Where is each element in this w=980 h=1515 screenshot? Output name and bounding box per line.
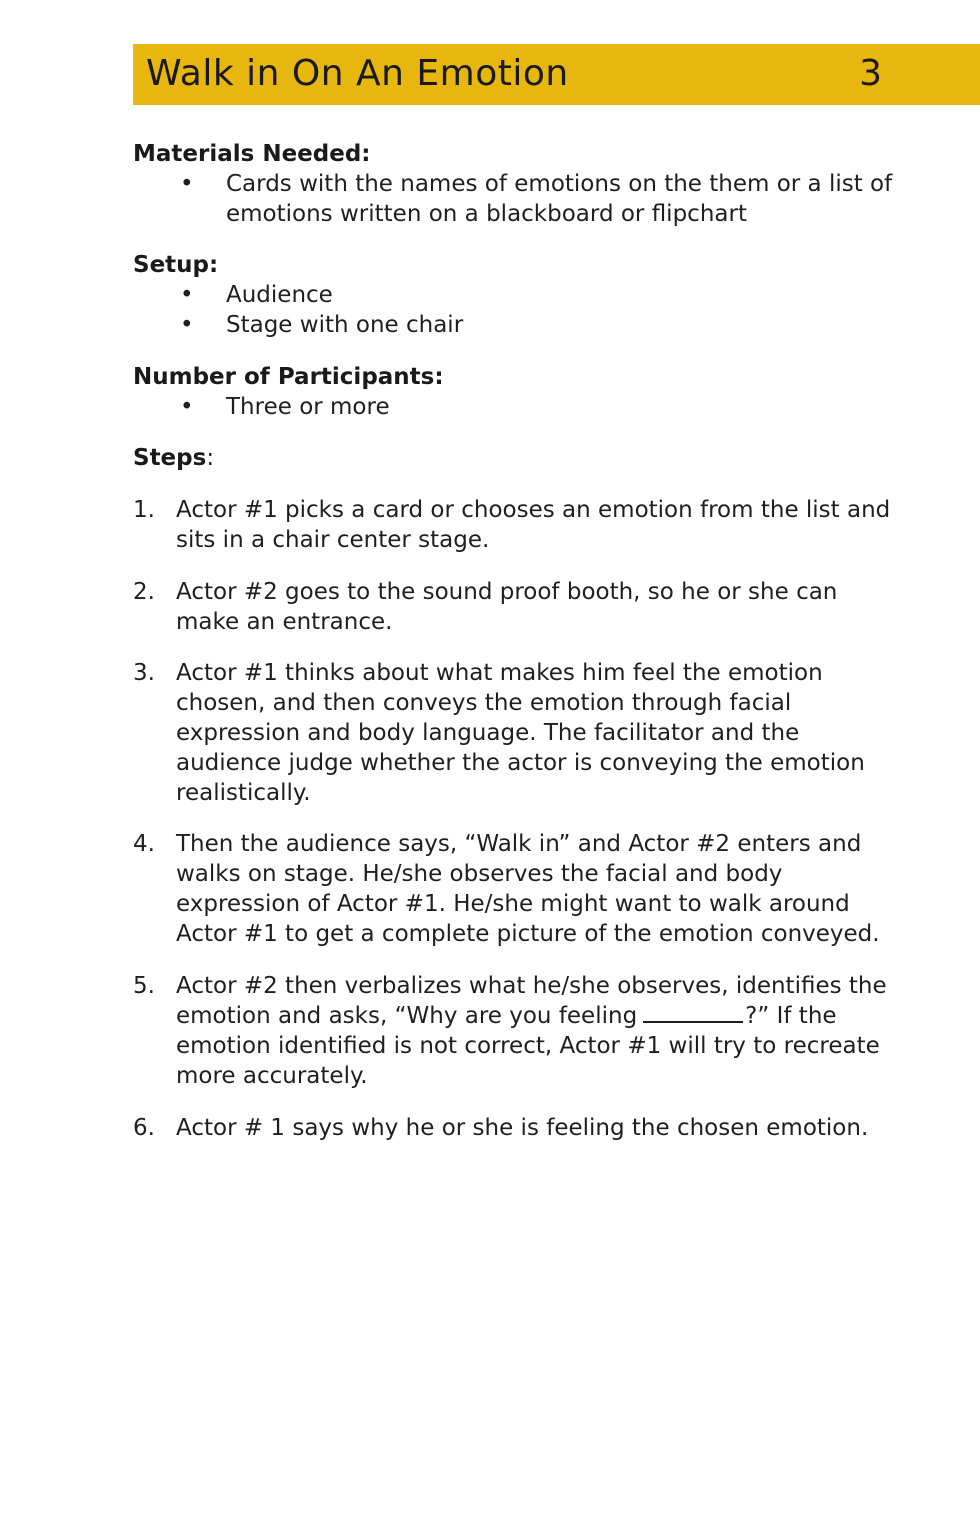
list-item — [133, 170, 893, 230]
step-text: Actor #1 thinks about what makes him feel the emotion chosen, and then conveys the emotion through facial expression and body language. The facilitator and the audience judge whether the actor is conveying the emotion realistically. — [176, 660, 865, 806]
step-item — [133, 659, 893, 808]
list-item — [133, 393, 893, 423]
step-text: Actor # 1 says why he or she is feeling the chosen emotion. — [176, 1114, 869, 1141]
steps-list — [133, 496, 893, 1143]
setup-list — [133, 281, 893, 341]
step-text: Then the audience says, “Walk in” and Actor #2 enters and walks on stage. He/she observes the facial and body expression of Actor #1. He/she might want to walk around Actor #1 to get a complete picture of the emotion conveyed. — [176, 831, 880, 947]
participants-heading: Number of Participants: — [133, 363, 444, 390]
step-number: 3. — [133, 660, 155, 687]
step-number: 6. — [133, 1114, 155, 1141]
step-text-after-blank: ?” If the emotion identified is not correct, Actor #1 will try to recreate more accurately. — [176, 1003, 880, 1089]
bullet-icon: • — [180, 311, 194, 338]
step-number: 5. — [133, 972, 155, 999]
list-item — [133, 311, 893, 341]
bullet-icon: • — [180, 282, 194, 309]
document-body — [133, 140, 893, 1166]
setup-heading: Setup: — [133, 252, 219, 279]
step-item — [133, 1114, 893, 1144]
steps-heading-colon: : — [206, 445, 215, 472]
steps-heading-label: Steps — [133, 445, 207, 472]
step-item — [133, 972, 893, 1092]
materials-list — [133, 170, 893, 230]
page-title: Walk in On An Emotion — [146, 53, 569, 94]
list-item-text: Cards with the names of emotions on the them or a list of emotions written on a blackboard or flipchart — [226, 170, 893, 227]
list-item — [133, 281, 893, 311]
step-item — [133, 830, 893, 949]
page-number: 3 — [859, 53, 882, 94]
step-number: 2. — [133, 578, 155, 605]
list-item-text: Stage with one chair — [226, 311, 464, 338]
step-item — [133, 496, 893, 556]
step-text-before-blank: Actor #2 then verbalizes what he/she observes, identifies the emotion and asks, “Why are you feeling — [176, 972, 887, 1030]
bullet-icon: • — [180, 170, 194, 197]
list-item-text: Three or more — [226, 393, 390, 420]
step-item — [133, 578, 893, 638]
fill-in-blank — [643, 1001, 743, 1023]
participants-list — [133, 393, 893, 423]
bullet-icon: • — [180, 393, 194, 420]
header-band — [133, 44, 980, 105]
step-text: Actor #1 picks a card or chooses an emotion from the list and sits in a chair center stage. — [176, 497, 891, 553]
step-number: 1. — [133, 497, 155, 524]
list-item-text: Audience — [226, 282, 333, 309]
step-text: Actor #2 goes to the sound proof booth, so he or she can make an entrance. — [176, 578, 838, 635]
materials-heading: Materials Needed: — [133, 141, 371, 167]
steps-heading — [133, 444, 893, 474]
step-number: 4. — [133, 831, 155, 858]
